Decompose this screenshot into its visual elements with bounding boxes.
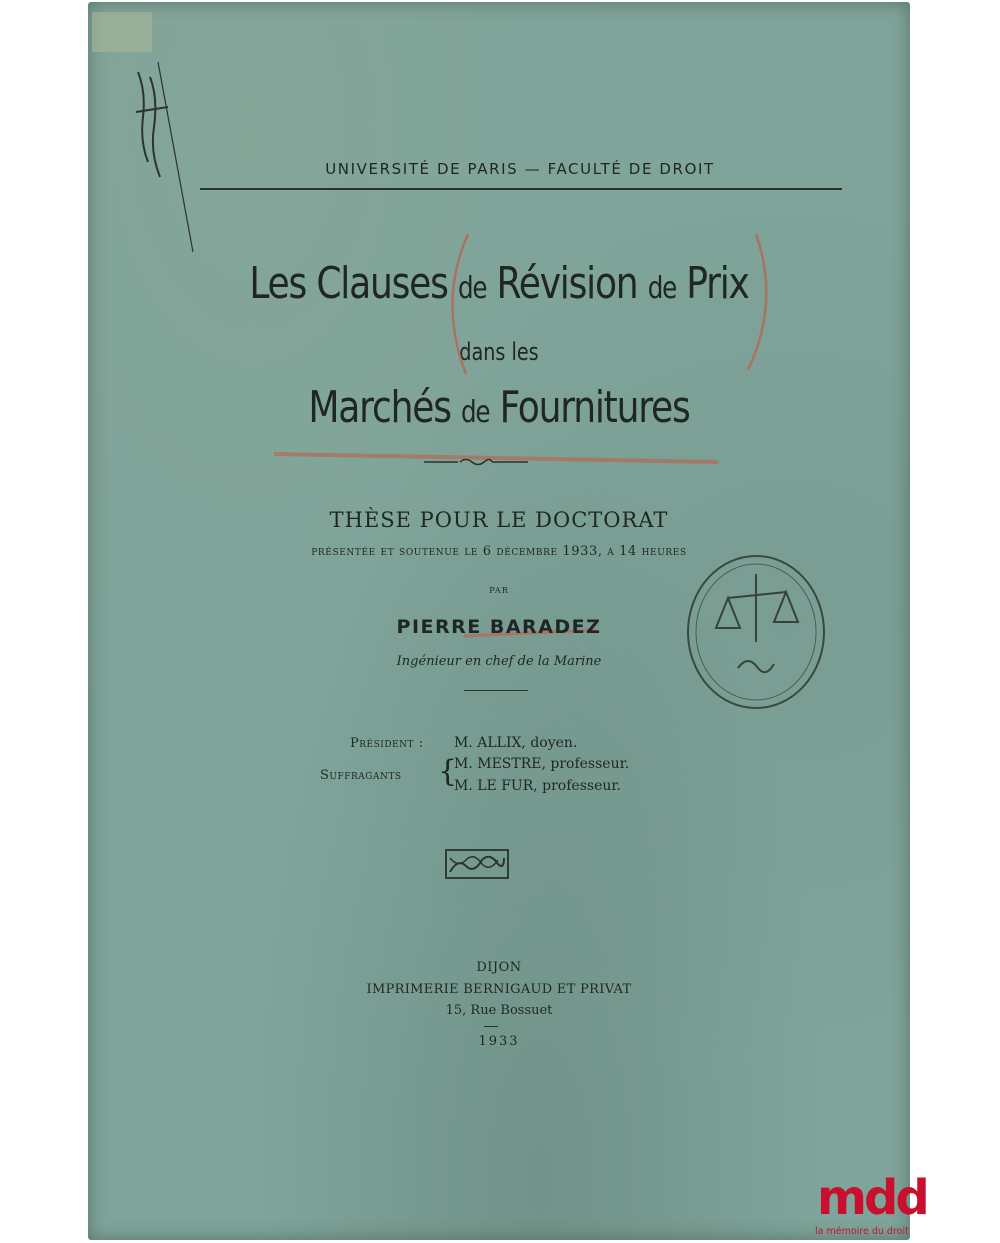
thesis-type: THÈSE POUR LE DOCTORAT xyxy=(329,508,669,532)
president-name: M. ALLIX, doyen. xyxy=(454,735,578,751)
mdd-tagline: la mémoire du droit xyxy=(815,1226,909,1237)
fleuron-icon xyxy=(88,2,910,902)
suffragants-label: Suffragants xyxy=(320,768,402,783)
title-words-3: Prix xyxy=(686,258,749,309)
title-words-5: Fournitures xyxy=(499,382,690,433)
suffragants-brace: { xyxy=(438,754,458,789)
book-cover xyxy=(88,2,910,1240)
publisher-city: DIJON xyxy=(476,960,522,975)
by-label: par xyxy=(489,582,509,596)
suffragant-1: M. MESTRE, professeur. xyxy=(454,756,630,772)
president-label: Président : xyxy=(350,736,424,751)
title-words-4: Marchés xyxy=(308,382,451,433)
author-name: PIERRE BARADEZ xyxy=(396,616,602,638)
title-words-1: Les Clauses xyxy=(249,258,448,309)
publisher-printer: IMPRIMERIE BERNIGAUD ET PRIVAT xyxy=(366,982,632,997)
title-line-2: dans les xyxy=(459,338,539,366)
mdd-logo: mdd xyxy=(817,1170,927,1226)
title-words-2: Révision xyxy=(496,258,638,309)
suffragant-2: M. LE FUR, professeur. xyxy=(454,778,621,794)
title-de-3: de xyxy=(461,395,490,430)
title-de-1: de xyxy=(457,271,487,306)
title-de-2: de xyxy=(647,271,676,306)
address-rule xyxy=(484,1026,498,1027)
publication-year: 1933 xyxy=(478,1034,520,1049)
publisher-address: 15, Rue Bossuet xyxy=(445,1003,553,1018)
defense-date: présentée et soutenue le 6 décembre 1933, a 14 heures xyxy=(311,544,687,559)
author-role: Ingénieur en chef de la Marine xyxy=(396,654,602,669)
university-heading: UNIVERSITÉ DE PARIS — FACULTÉ DE DROIT xyxy=(325,160,715,178)
